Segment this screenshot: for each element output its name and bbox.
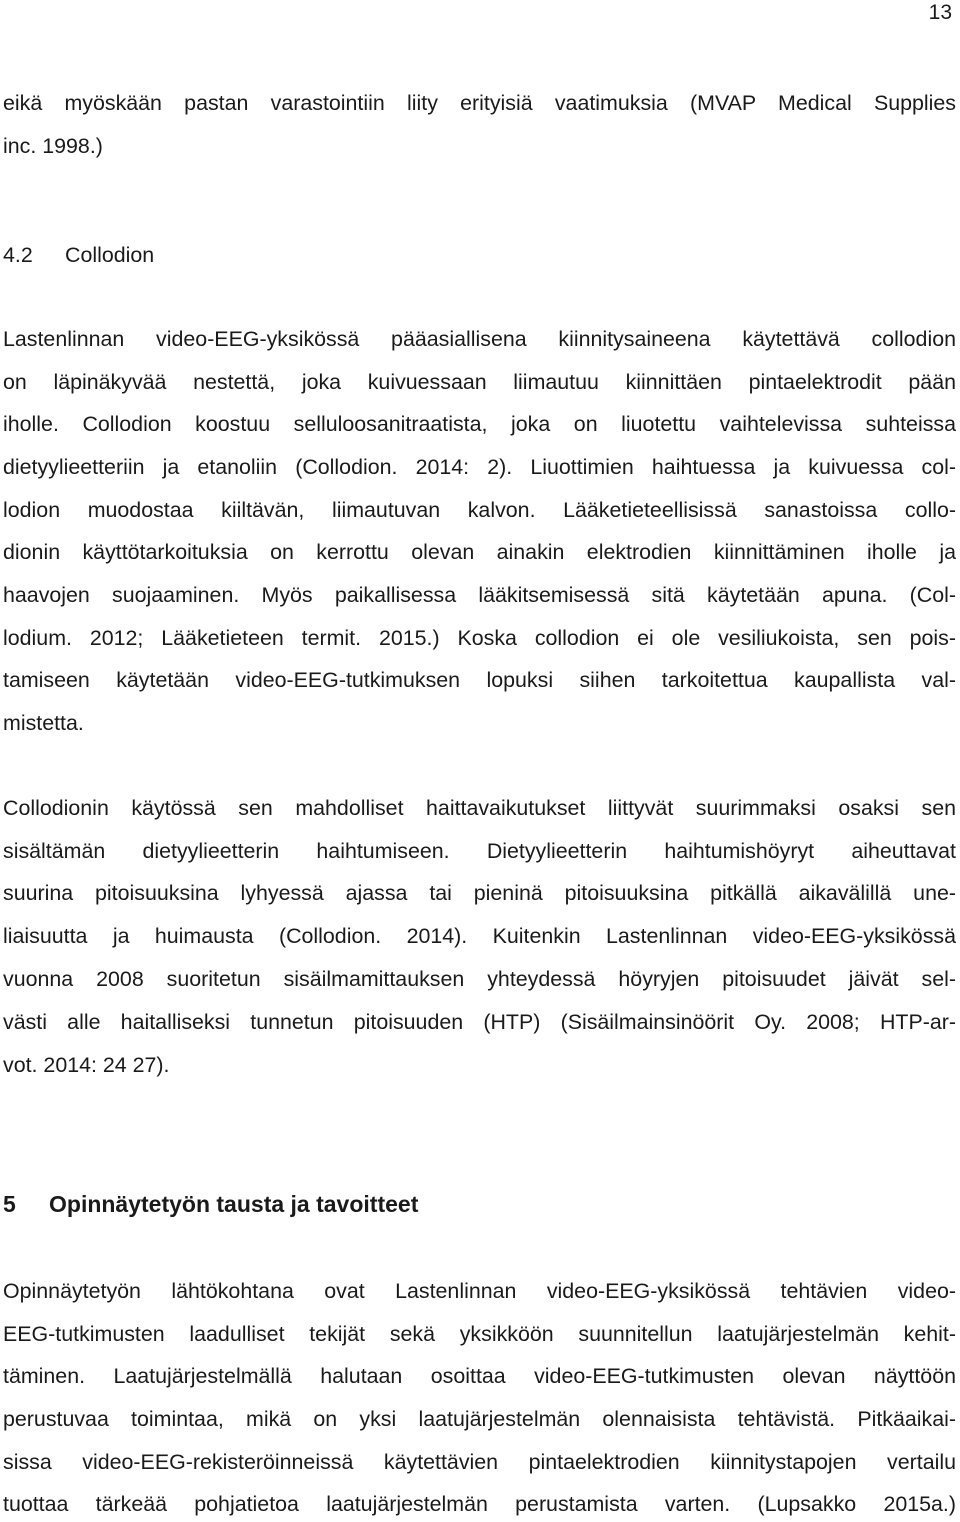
text-line: dionin käyttötarkoituksia on kerrottu olevan ainakin elektrodien kiinnittäminen iholle ja bbox=[3, 540, 956, 564]
text-line: iholle. Collodion koostuu selluloosanitraatista, joka on liuotettu vaihtelevissa suhteissa bbox=[3, 412, 956, 436]
text-line: Collodionin käytössä sen mahdolliset haittavaikutukset liittyvät suurimmaksi osaksi sen bbox=[3, 796, 956, 820]
text-line: liaisuutta ja huimausta (Collodion. 2014). Kuitenkin Lastenlinnan video-EEG-yksikössä bbox=[3, 924, 956, 948]
text-line: täminen. Laatujärjestelmällä halutaan osoittaa video-EEG-tutkimusten olevan näyttöön bbox=[3, 1364, 956, 1388]
section-heading-4-2 bbox=[3, 241, 154, 269]
section-number: 4.2 bbox=[3, 243, 33, 267]
text-line: vot. 2014: 24 27). bbox=[3, 1053, 170, 1077]
text-line: vuonna 2008 suoritetun sisäilmamittauksen yhteydessä höyryjen pitoisuudet jäivät sel- bbox=[3, 967, 956, 991]
page-number: 13 bbox=[928, 1, 952, 24]
text-line: västi alle haitalliseksi tunnetun pitoisuuden (HTP) (Sisäilmainsinöörit Oy. 2008; HTP-ar- bbox=[3, 1010, 956, 1034]
text-line: lodium. 2012; Lääketieteen termit. 2015.) Koska collodion ei ole vesiliukoista, sen pois- bbox=[3, 626, 956, 650]
text-line: sisältämän dietyylieetterin haihtumiseen. Dietyylieetterin haihtumishöyryt aiheuttavat bbox=[3, 839, 956, 863]
text-line: Opinnäytetyön lähtökohtana ovat Lastenlinnan video-EEG-yksikössä tehtävien video- bbox=[3, 1279, 956, 1303]
text-line: eikä myöskään pastan varastointiin liity erityisiä vaatimuksia (MVAP Medical Supplies bbox=[3, 91, 956, 115]
text-line: Lastenlinnan video-EEG-yksikössä pääasiallisena kiinnitysaineena käytettävä collodion bbox=[3, 327, 956, 351]
text-line: suurina pitoisuuksina lyhyessä ajassa tai pieninä pitoisuuksina pitkällä aikavälillä une- bbox=[3, 881, 956, 905]
text-line: sissa video-EEG-rekisteröinneissä käytettävien pintaelektrodien kiinnitystapojen vertailu bbox=[3, 1450, 956, 1474]
text-line: on läpinäkyvää nestettä, joka kuivuessaan liimautuu kiinnittäen pintaelektrodit pään bbox=[3, 370, 956, 394]
chapter-heading-5 bbox=[3, 1189, 418, 1219]
text-line: lodion muodostaa kiiltävän, liimautuvan kalvon. Lääketieteellisissä sanastoissa collo- bbox=[3, 498, 956, 522]
text-line: perustuvaa toimintaa, mikä on yksi laatujärjestelmän olennaisista tehtävistä. Pitkäaikai- bbox=[3, 1407, 956, 1431]
section-title: Collodion bbox=[65, 243, 155, 267]
text-line: EEG-tutkimusten laadulliset tekijät sekä yksikköön suunnitellun laatujärjestelmän kehit- bbox=[3, 1322, 956, 1346]
text-line: inc. 1998.) bbox=[3, 134, 103, 158]
text-line: haavojen suojaaminen. Myös paikallisessa lääkitsemisessä sitä käytetään apuna. (Col- bbox=[3, 583, 956, 607]
chapter-title: Opinnäytetyön tausta ja tavoitteet bbox=[49, 1191, 419, 1217]
text-line: tamiseen käytetään video-EEG-tutkimuksen lopuksi siihen tarkoitettua kaupallista val- bbox=[3, 668, 956, 692]
text-line: tuottaa tärkeää pohjatietoa laatujärjestelmän perustamista varten. (Lupsakko 2015a.) bbox=[3, 1492, 956, 1516]
text-line: dietyylieetteriin ja etanoliin (Collodion. 2014: 2). Liuottimien haihtuessa ja kuivuessa col- bbox=[3, 455, 956, 479]
chapter-number: 5 bbox=[3, 1191, 16, 1217]
text-line: mistetta. bbox=[3, 711, 84, 735]
